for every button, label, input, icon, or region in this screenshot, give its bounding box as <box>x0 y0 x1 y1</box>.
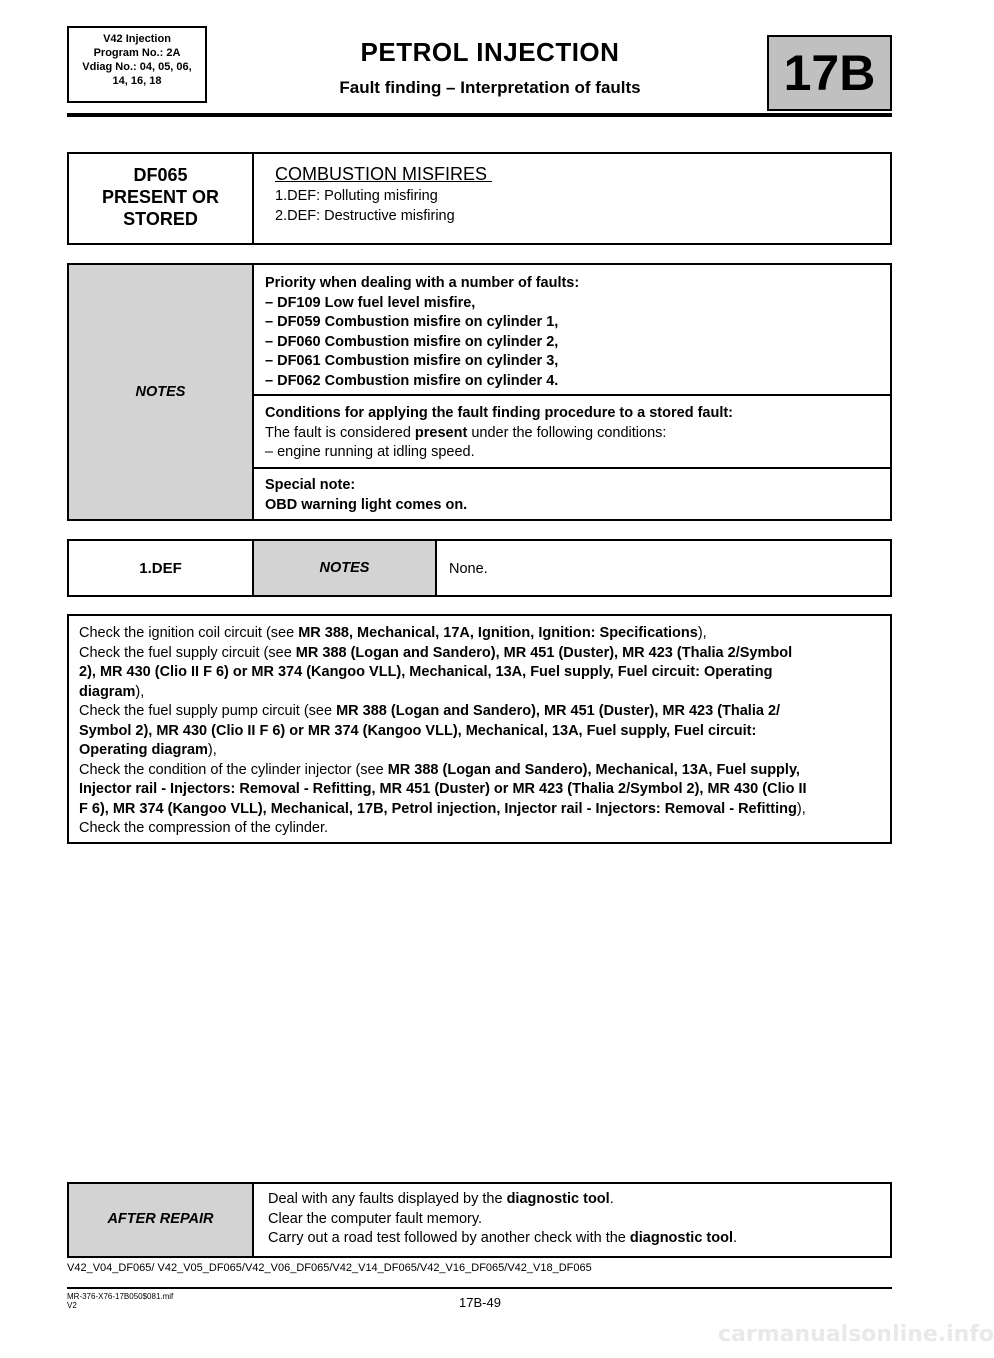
check-compression: Check the compression of the cylinder. <box>79 820 329 836</box>
special-heading: Special note: <box>265 477 356 493</box>
after-repair-line-3: Carry out a road test followed by another check with the diagnostic tool. <box>268 1230 738 1246</box>
check-ignition: Check the ignition coil circuit (see MR 388, Mechanical, 17A, Ignition, Ignition: Specifications), <box>79 625 707 641</box>
priority-item: – DF062 Combustion misfire on cylinder 4. <box>265 372 559 389</box>
fault-id-cell <box>69 154 254 243</box>
fault-state-1: PRESENT OR <box>101 187 220 207</box>
def1-notes-label-cell <box>254 541 437 595</box>
def1-notes-value: None. <box>449 561 488 577</box>
after-repair-label: AFTER REPAIR <box>107 1211 214 1227</box>
notes-divider-1 <box>252 394 890 396</box>
fault-name: COMBUSTION MISFIRES <box>275 164 493 184</box>
check-fuel-supply-end: diagram), <box>79 683 145 700</box>
vehicle-line: V42 Injection <box>103 33 171 45</box>
footer-rule <box>67 1287 892 1289</box>
priority-heading: Priority when dealing with a number of faults: <box>265 275 580 291</box>
conditions-text: The fault is considered present under the following conditions: <box>265 424 667 441</box>
fault-code: DF065 <box>133 165 188 185</box>
page-subtitle: Fault finding – Interpretation of faults <box>339 78 641 97</box>
priority-item: – DF060 Combustion misfire on cylinder 2, <box>265 333 559 350</box>
section-code: 17B <box>767 35 892 111</box>
check-fuel-pump-cont: Symbol 2), MR 430 (Clio II F 6) or MR 374 (Kangoo VLL), Mechanical, 13A, Fuel supply, Fuel circuit: <box>79 722 757 739</box>
program-line: Program No.: 2A <box>93 47 181 59</box>
fault-box <box>67 152 892 245</box>
notes-divider-2 <box>252 467 890 469</box>
priority-section <box>265 274 885 391</box>
vdiag-line-2: 14, 16, 18 <box>112 75 162 87</box>
footer-file-name: MR-376-X76-17B050$081.mif <box>67 1292 174 1301</box>
fault-state-2: STORED <box>123 209 198 229</box>
def1-notes-label: NOTES <box>319 560 370 576</box>
check-injector-end: F 6), MR 374 (Kangoo VLL), Mechanical, 17B, Petrol injection, Injector rail - Injectors: Removal - Refitting), <box>79 800 806 817</box>
special-note-section <box>265 476 885 515</box>
page-title: PETROL INJECTION <box>360 37 620 67</box>
checks-box <box>67 614 892 844</box>
conditions-item: – engine running at idling speed. <box>265 444 475 460</box>
vehicle-info-box <box>67 26 207 103</box>
conditions-heading: Conditions for applying the fault finding procedure to a stored fault: <box>265 405 734 421</box>
after-repair-line-2: Clear the computer fault memory. <box>268 1210 483 1227</box>
notes-label: NOTES <box>135 384 186 400</box>
priority-item: – DF061 Combustion misfire on cylinder 3, <box>265 353 559 369</box>
special-text: OBD warning light comes on. <box>265 496 468 513</box>
notes-label-cell <box>69 265 254 519</box>
priority-item: – DF059 Combustion misfire on cylinder 1, <box>265 314 559 330</box>
after-repair-box <box>67 1182 892 1258</box>
conditions-section <box>265 404 885 463</box>
check-fuel-supply-cont: 2), MR 430 (Clio II F 6) or MR 374 (Kangoo VLL), Mechanical, 13A, Fuel supply, Fuel circuit: Operating <box>79 664 773 680</box>
footer-version: V2 <box>67 1301 77 1310</box>
check-injector-cont: Injector rail - Injectors: Removal - Refitting, MR 451 (Duster) or MR 423 (Thalia 2/Symbol 2), MR 430 (Clio II <box>79 781 807 797</box>
check-fuel-pump: Check the fuel supply pump circuit (see MR 388 (Logan and Sandero), MR 451 (Duster), MR 423 (Thalia 2/ <box>79 703 781 719</box>
after-repair-line-1: Deal with any faults displayed by the diagnostic tool. <box>268 1191 614 1207</box>
check-fuel-pump-end: Operating diagram), <box>79 742 217 758</box>
def1-label-cell <box>69 541 254 595</box>
watermark: carmanualsonline.info <box>718 1322 994 1347</box>
after-repair-text <box>268 1190 888 1249</box>
priority-item: – DF109 Low fuel level misfire, <box>265 294 476 311</box>
def1-box <box>67 539 892 597</box>
footer-reference: V42_V04_DF065/ V42_V05_DF065/V42_V06_DF065/V42_V14_DF065/V42_V16_DF065/V42_V18_DF065 <box>67 1262 592 1274</box>
notes-box <box>67 263 892 521</box>
fault-desc-cell <box>275 164 875 226</box>
header-rule <box>67 113 892 117</box>
checks-text <box>79 624 889 839</box>
fault-def-2: 2.DEF: Destructive misfiring <box>275 207 455 224</box>
def1-label: 1.DEF <box>139 560 182 577</box>
check-injector: Check the condition of the cylinder injector (see MR 388 (Logan and Sandero), Mechanical, 13A, Fuel supply, <box>79 761 800 778</box>
check-fuel-supply: Check the fuel supply circuit (see MR 388 (Logan and Sandero), MR 451 (Duster), MR 423 (Thalia 2/Symbol <box>79 644 793 661</box>
page-number: 17B-49 <box>459 1295 501 1310</box>
fault-def-1: 1.DEF: Polluting misfiring <box>275 188 438 204</box>
after-repair-label-cell <box>69 1184 254 1256</box>
vdiag-line: Vdiag No.: 04, 05, 06, <box>82 61 192 73</box>
